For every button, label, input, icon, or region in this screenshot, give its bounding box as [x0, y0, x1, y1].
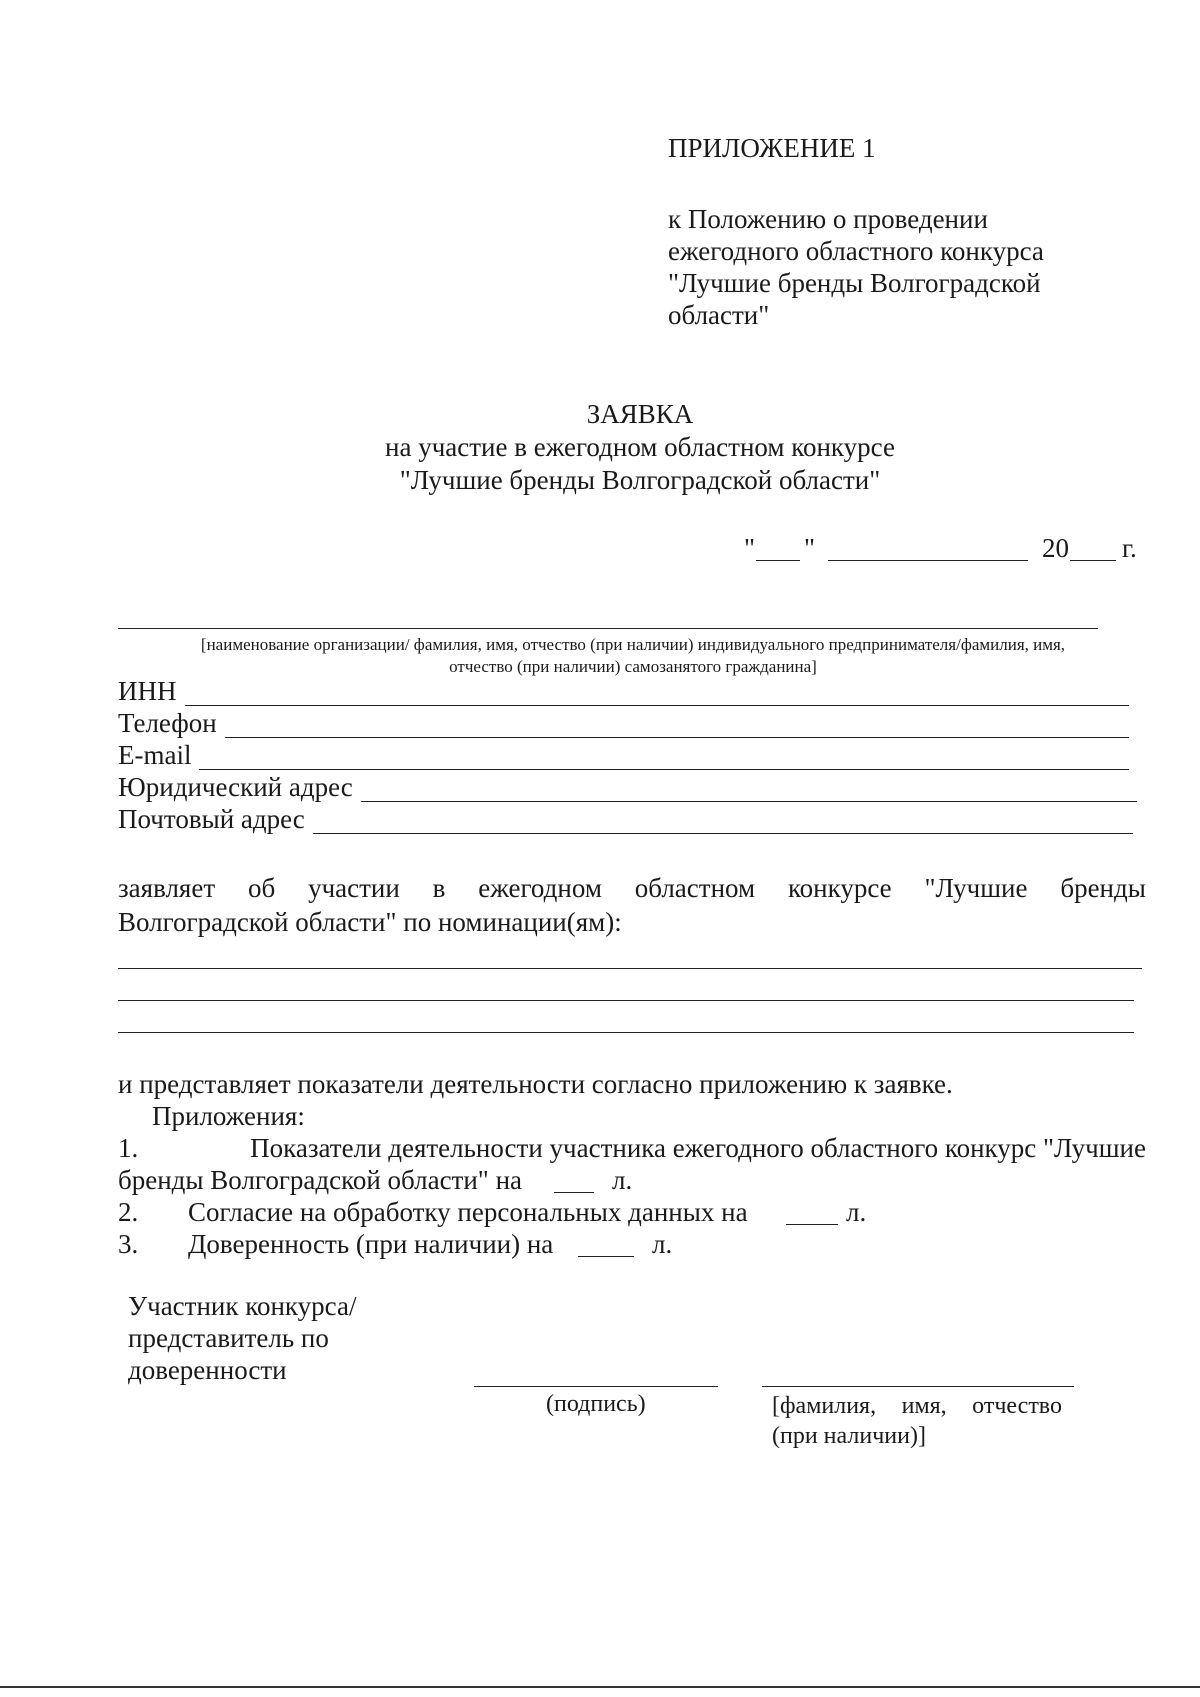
- attachment-3-suffix: л.: [652, 1229, 673, 1259]
- caption-word: отчество: [972, 1393, 1062, 1419]
- field-label: Юридический адрес: [118, 772, 353, 802]
- nomination-line-2[interactable]: [118, 976, 1134, 1001]
- field-phone: [118, 708, 1129, 738]
- postal-address-input-line[interactable]: [313, 811, 1133, 834]
- field-email: [118, 740, 1129, 770]
- field-postal-address: [118, 804, 1133, 834]
- signature-caption: (подпись): [546, 1391, 646, 1417]
- attachment-2-number: 2.: [118, 1197, 139, 1227]
- field-label: Телефон: [118, 708, 217, 738]
- field-label: E-mail: [118, 740, 192, 770]
- document-subtitle-line2: "Лучшие бренды Волгоградской области": [399, 465, 881, 495]
- indicators-text: и представляет показатели деятельности согласно приложению к заявке.: [118, 1069, 953, 1099]
- field-inn: [118, 676, 1129, 706]
- attachment-1-suffix: л.: [612, 1165, 633, 1195]
- full-name-caption-line1: [772, 1390, 1062, 1422]
- field-label: ИНН: [118, 676, 177, 706]
- declaration-word: заявляет: [118, 873, 216, 903]
- nomination-line-1[interactable]: [118, 944, 1142, 969]
- declaration-line1: [118, 872, 1146, 904]
- participant-line: представитель по: [128, 1323, 329, 1353]
- field-label: Почтовый адрес: [118, 804, 305, 834]
- caption-word: [фамилия,: [772, 1393, 877, 1419]
- org-name-blank[interactable]: [118, 600, 1098, 629]
- org-caption-line1: [наименование организации/ фамилия, имя, отчество (при наличии) индивидуального предпринимателя/фамилия, имя,: [200, 635, 1066, 654]
- attachment-1-number: 1.: [118, 1133, 139, 1163]
- participant-line: доверенности: [128, 1355, 287, 1385]
- attachment-1-text: Показатели деятельности участника ежегодного областного конкурс "Лучшие: [250, 1133, 1146, 1163]
- email-input-line[interactable]: [199, 747, 1129, 770]
- date-year-suffix: г.: [1122, 533, 1137, 563]
- nomination-line-3[interactable]: [118, 1008, 1134, 1033]
- declaration-word: областном: [634, 873, 756, 903]
- appendix-reference: [668, 203, 1044, 331]
- attachment-2-text: Согласие на обработку персональных данных на: [188, 1197, 748, 1227]
- full-name-caption-line2: (при наличии)]: [772, 1423, 926, 1449]
- date-month-blank[interactable]: [828, 534, 1028, 561]
- inn-input-line[interactable]: [185, 683, 1129, 706]
- appendix-ref-line: к Положению о проведении: [668, 204, 988, 234]
- attachment-3-number: 3.: [118, 1229, 139, 1259]
- appendix-ref-line: "Лучшие бренды Волгоградской: [668, 268, 1041, 298]
- field-legal-address: [118, 772, 1137, 802]
- caption-word: имя,: [901, 1393, 947, 1419]
- declaration-word: ежегодном: [478, 873, 602, 903]
- org-name-caption: [118, 634, 1148, 678]
- participant-line: Участник конкурса/: [128, 1291, 357, 1321]
- attachments-title: Приложения:: [152, 1101, 305, 1131]
- declaration-word: в: [432, 873, 446, 903]
- attachment-2-suffix: л.: [846, 1197, 867, 1227]
- attachment-1-text-cont: бренды Волгоградской области" на: [118, 1165, 523, 1195]
- appendix-ref-line: области": [668, 300, 770, 330]
- document-subtitle-line1: на участие в ежегодном областном конкурсе: [385, 432, 895, 462]
- appendix-ref-line: ежегодного областного конкурса: [668, 236, 1044, 266]
- declaration-word: участии: [308, 873, 400, 903]
- attachment-1-pages-blank[interactable]: [554, 1168, 594, 1193]
- date-quote-close: ": [804, 533, 816, 563]
- attachment-2-pages-blank[interactable]: [786, 1200, 838, 1225]
- declaration-word: бренды: [1060, 873, 1146, 903]
- legal-address-input-line[interactable]: [361, 779, 1137, 802]
- attachment-3-pages-blank[interactable]: [578, 1232, 634, 1257]
- phone-input-line[interactable]: [225, 715, 1129, 738]
- declaration-word: "Лучшие: [924, 873, 1028, 903]
- org-caption-line2: отчество (при наличии) самозанятого гражданина]: [449, 657, 817, 676]
- appendix-title: ПРИЛОЖЕНИЕ 1: [668, 133, 876, 163]
- declaration-word: конкурсе: [787, 873, 892, 903]
- date-year-prefix: 20: [1042, 533, 1069, 563]
- declaration-line2: Волгоградской области" по номинации(ям):: [118, 907, 622, 937]
- date-quote-open: ": [744, 533, 756, 563]
- date-day-blank[interactable]: [756, 534, 800, 561]
- document-title: ЗАЯВКА: [586, 399, 694, 429]
- date-year-blank[interactable]: [1070, 534, 1116, 561]
- signature-line[interactable]: [474, 1362, 718, 1387]
- page-bottom-edge: [0, 1686, 1200, 1688]
- participant-block: [128, 1290, 356, 1386]
- full-name-line[interactable]: [762, 1362, 1074, 1387]
- attachment-3-text: Доверенность (при наличии) на: [188, 1229, 554, 1259]
- declaration-word: об: [247, 873, 276, 903]
